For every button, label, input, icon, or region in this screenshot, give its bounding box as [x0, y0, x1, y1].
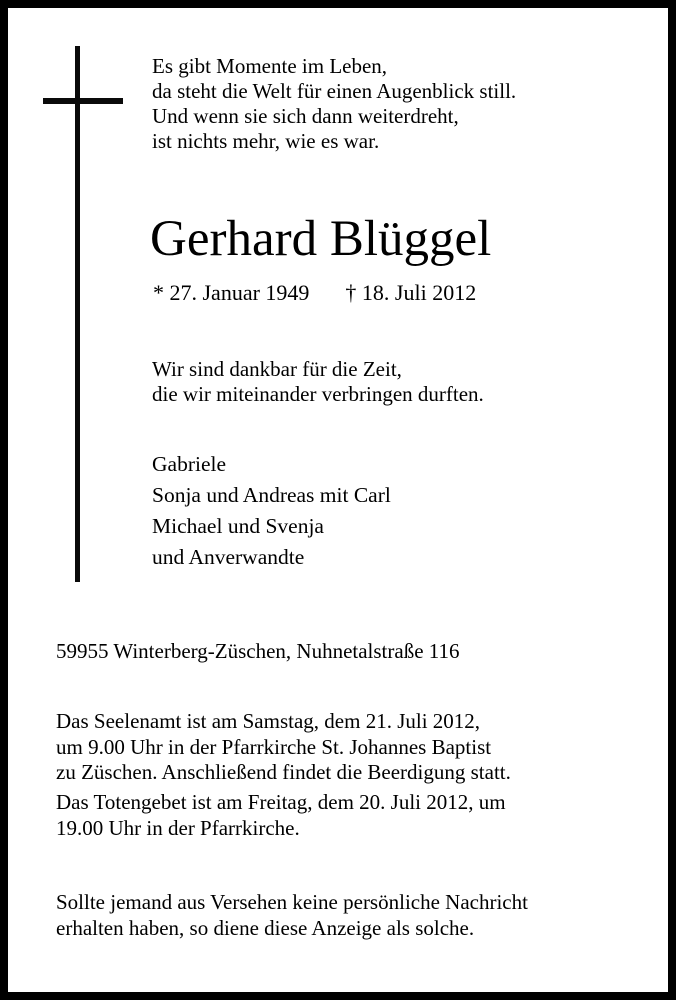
life-dates: [153, 280, 476, 306]
deceased-name: Gerhard Blüggel: [150, 211, 492, 267]
prayer-paragraph: [56, 790, 506, 841]
prayer-line: Das Totengebet ist am Freitag, dem 20. Juli 2012, um: [56, 790, 506, 814]
mourner-line: Sonja und Andreas mit Carl: [152, 483, 391, 507]
closing-note-line: erhalten haben, so diene diese Anzeige als solche.: [56, 915, 475, 940]
gratitude-line: die wir miteinander verbringen durften.: [152, 382, 484, 406]
birth-date: * 27. Januar 1949: [153, 280, 310, 305]
verse-line: Und wenn sie sich dann weiterdreht,: [152, 104, 459, 128]
verse-line: ist nichts mehr, wie es war.: [152, 129, 380, 153]
address-line: 59955 Winterberg-Züschen, Nuhnetalstraße 116: [56, 639, 460, 663]
opening-verse: [152, 54, 516, 154]
requiem-line: zu Züschen. Anschließend findet die Beerdigung statt.: [56, 760, 511, 784]
verse-line: Es gibt Momente im Leben,: [152, 54, 388, 78]
cross-icon-vertical-bar: [75, 46, 80, 582]
gratitude-line: Wir sind dankbar für die Zeit,: [152, 357, 402, 381]
mourner-line: und Anverwandte: [152, 545, 305, 569]
mourner-line: Gabriele: [152, 452, 227, 476]
requiem-paragraph: [56, 709, 511, 786]
verse-line: da steht die Welt für einen Augenblick still.: [152, 79, 517, 103]
gratitude-text: [152, 357, 484, 407]
cross-icon-horizontal-bar: [43, 98, 123, 104]
closing-note-line: Sollte jemand aus Versehen keine persönliche Nachricht: [56, 890, 528, 914]
mourners-list: [152, 449, 391, 573]
requiem-line: um 9.00 Uhr in der Pfarrkirche St. Johannes Baptist: [56, 734, 492, 759]
mourner-line: Michael und Svenja: [152, 514, 324, 538]
prayer-line: 19.00 Uhr in der Pfarrkirche.: [56, 815, 300, 840]
requiem-line: Das Seelenamt ist am Samstag, dem 21. Juli 2012,: [56, 709, 481, 733]
closing-note: [56, 890, 528, 941]
death-date: † 18. Juli 2012: [345, 280, 477, 305]
